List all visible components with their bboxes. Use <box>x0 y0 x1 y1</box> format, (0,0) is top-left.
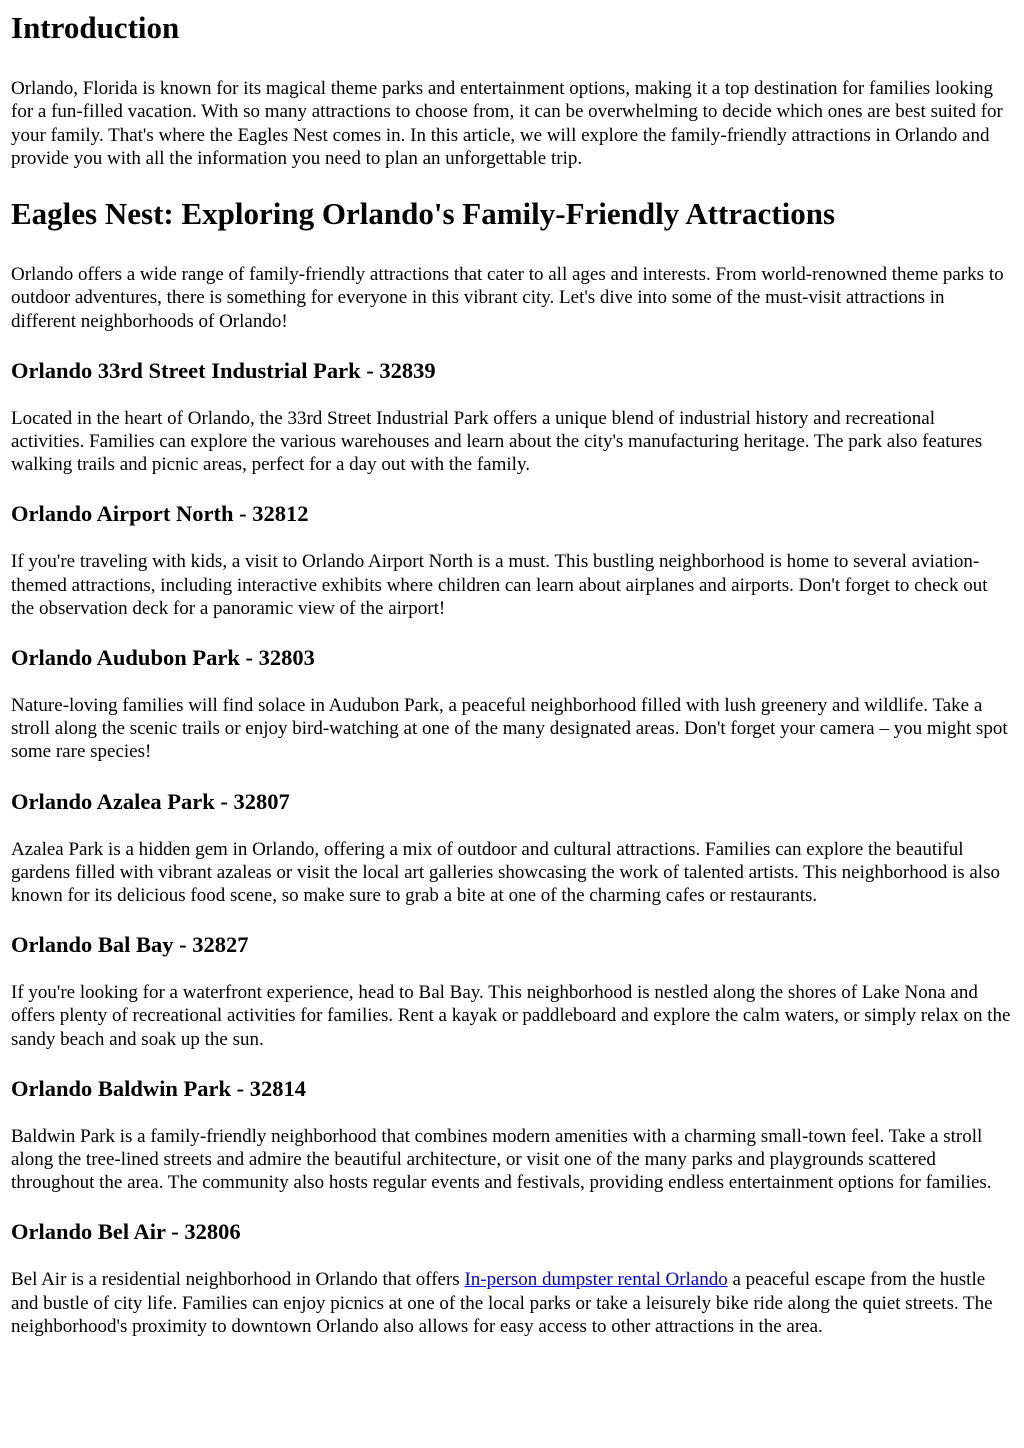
section-baldwin-park <box>11 1075 1013 1195</box>
section-paragraph: Nature-loving families will find solace in Audubon Park, a peaceful neighborhood filled with lush greenery and wildlife. Take a stroll along the scenic trails or enjoy bird-watching at one of the many designated areas. Don't forget your camera – you might spot some rare species! <box>11 695 1008 763</box>
section-heading: Orlando Bal Bay - 32827 <box>11 932 249 958</box>
section-heading: Orlando Bel Air - 32806 <box>11 1219 241 1245</box>
paragraph-text-after-link: a peaceful escape from the hustle and bustle of city life. Families can enjoy picnics at one of the local parks or take a leisurely bike ride along the quiet streets. The neighborhood's proximity to downtown Orlando also allows for easy access to other attractions in the area. <box>11 1269 993 1337</box>
dumpster-rental-link[interactable]: In-person dumpster rental Orlando <box>464 1269 728 1291</box>
main-heading: Eagles Nest: Exploring Orlando's Family-Friendly Attractions <box>11 196 836 231</box>
section-heading: Orlando 33rd Street Industrial Park - 32839 <box>11 357 436 383</box>
section-heading: Orlando Airport North - 32812 <box>11 501 309 527</box>
section-33rd-street-industrial-park <box>11 357 1013 477</box>
section-heading: Orlando Azalea Park - 32807 <box>11 788 290 814</box>
section-paragraph: If you're traveling with kids, a visit to Orlando Airport North is a must. This bustling neighborhood is home to several aviation-themed attractions, including interactive exhibits where children can learn about airplanes and airports. Don't forget to check out the observation deck for a panoramic view of the airport! <box>11 551 988 619</box>
section-audubon-park <box>11 644 1013 764</box>
section-paragraph: Azalea Park is a hidden gem in Orlando, offering a mix of outdoor and cultural attractions. Families can explore the beautiful gardens filled with vibrant azaleas or visit the local art galleries showcasing the work of talented artists. This neighborhood is also known for its delicious food scene, so make sure to grab a bite at one of the charming cafes or restaurants. <box>11 838 1000 907</box>
section-bel-air <box>11 1218 1013 1338</box>
section-heading: Orlando Baldwin Park - 32814 <box>11 1075 307 1101</box>
section-paragraph <box>11 1268 1013 1338</box>
section-airport-north <box>11 500 1013 620</box>
main-paragraph: Orlando offers a wide range of family-friendly attractions that cater to all ages and interests. From world-renowned theme parks to outdoor adventures, there is something for everyone in this vibrant city. Let's dive into some of the must-visit attractions in different neighborhoods of Orlando! <box>11 264 1004 332</box>
section-paragraph: Baldwin Park is a family-friendly neighborhood that combines modern amenities with a charming small-town feel. Take a stroll along the tree-lined streets and admire the beautiful architecture, or visit one of the many parks and playgrounds scattered throughout the area. The community also hosts regular events and festivals, providing endless entertainment options for families. <box>11 1125 992 1194</box>
intro-paragraph: Orlando, Florida is known for its magical theme parks and entertainment options, making it a top destination for families looking for a fun-filled vacation. With so many attractions to choose from, it can be overwhelming to decide which ones are best suited for your family. That's where the Eagles Nest comes in. In this article, we will explore the family-friendly attractions in Orlando and provide you with all the information you need to plan an unforgettable trip. <box>11 78 1003 169</box>
section-heading: Orlando Audubon Park - 32803 <box>11 645 315 671</box>
section-paragraph: If you're looking for a waterfront experience, head to Bal Bay. This neighborhood is nestled along the shores of Lake Nona and offers plenty of recreational activities for families. Rent a kayak or paddleboard and explore the calm waters, or simply relax on the sandy beach and soak up the sun. <box>11 982 1011 1050</box>
section-azalea-park <box>11 788 1013 908</box>
section-bal-bay <box>11 931 1013 1051</box>
section-paragraph: Located in the heart of Orlando, the 33rd Street Industrial Park offers a unique blend of industrial history and recreational activities. Families can explore the various warehouses and learn about the city's manufacturing heritage. The park also features walking trails and picnic areas, perfect for a day out with the family. <box>11 407 983 476</box>
intro-heading: Introduction <box>11 10 180 45</box>
paragraph-text-before-link: Bel Air is a residential neighborhood in Orlando that offers <box>11 1269 465 1291</box>
